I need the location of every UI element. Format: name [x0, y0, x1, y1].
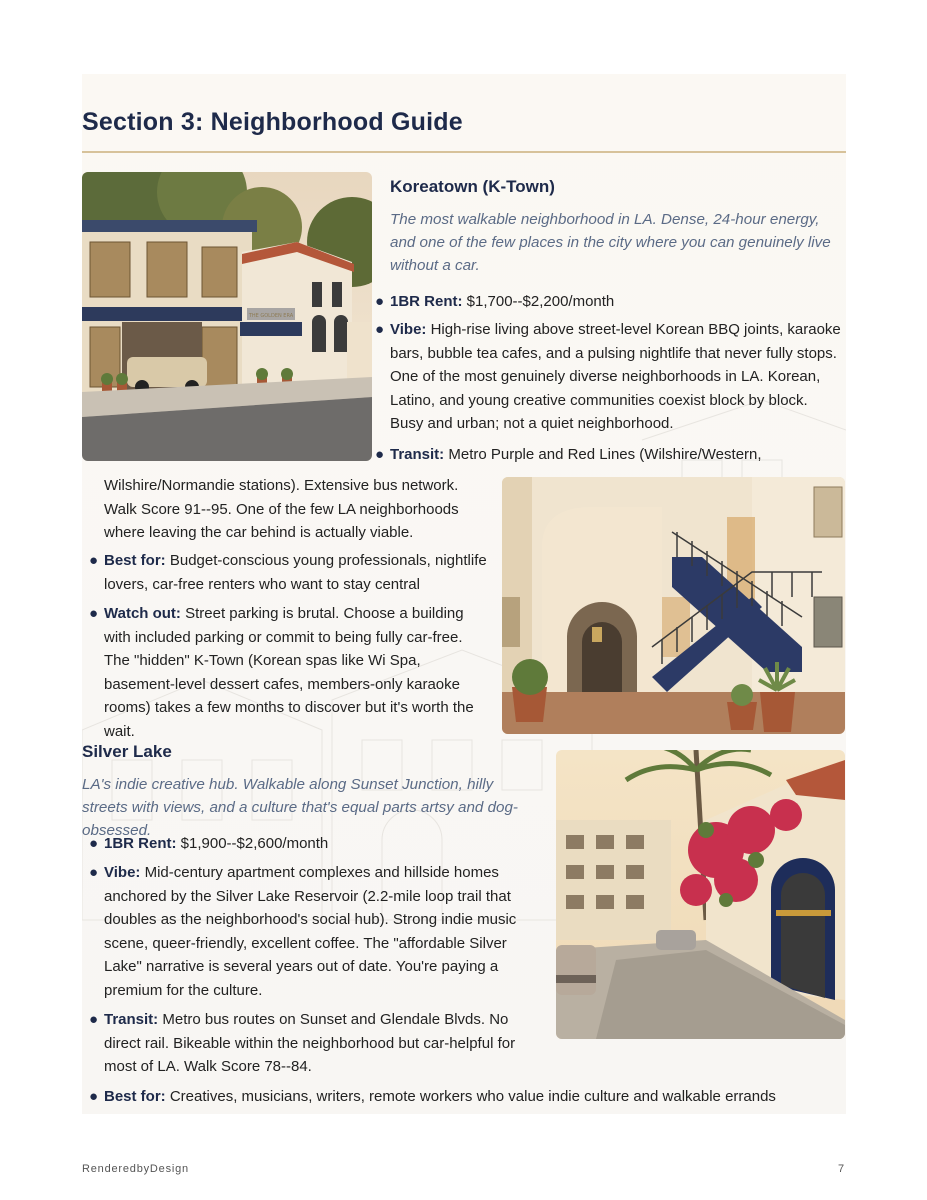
rent-value: $1,700--$2,200/month	[466, 293, 615, 310]
rent-label: 1BR Rent:	[104, 835, 181, 852]
silverlake-transit-item	[89, 1008, 544, 1079]
rent-value: $1,900--$2,600/month	[180, 835, 329, 852]
transit-value: Metro Purple and Red Lines (Wilshire/Western,	[448, 446, 762, 463]
bullet-icon: ●	[89, 864, 99, 881]
vibe-value: High-rise living above street-level Korean BBQ joints, karaoke bars, bubble tea cafes, and a pulsing nightlife that never fully stops. One of the most genuinely diverse neighborhoods in LA. Korean, Latino, and young creative communities coexist block by block. Busy and urban; not a quiet neighborhood.	[390, 321, 841, 432]
transit-value: Metro bus routes on Sunset and Glendale Blvds. No direct rail. Bikeable within the neighborhood but car-helpful for most of LA. Walk Score 78--84.	[104, 1011, 516, 1075]
bestfor-label: Best for:	[104, 552, 170, 569]
vibe-label: Vibe:	[104, 864, 145, 881]
bullet-icon: ●	[89, 1088, 99, 1105]
silverlake-rent-item	[89, 832, 529, 856]
koreatown-heading: Koreatown (K-Town)	[390, 177, 555, 196]
koreatown-vibe-item	[375, 318, 845, 436]
bullet-icon: ●	[89, 552, 99, 569]
title-divider	[82, 151, 846, 153]
watchout-value: Street parking is brutal. Choose a building with included parking or commit to being fully car-free. The "hidden" K-Town (Korean spas like Wi Spa, basement-level dessert cafes, members-only karaoke rooms) takes a few months to discover but it's worth the wait.	[104, 605, 474, 740]
bullet-icon: ●	[89, 1011, 99, 1028]
silverlake-vibe-item	[89, 861, 529, 1002]
bullet-icon: ●	[375, 446, 385, 463]
vibe-label: Vibe:	[390, 321, 431, 338]
vibe-value: Mid-century apartment complexes and hillside homes anchored by the Silver Lake Reservoir (2.2-mile loop trail that doubles as the neighborhood's social hub). Strong indie music scene, queer-friendly, excellent coffee. The "affordable Silver Lake" narrative is several years out of date. You're paying a premium for the culture.	[104, 864, 517, 999]
silverlake-street-photo	[556, 750, 845, 1039]
page-number: 7	[838, 1163, 845, 1175]
storefront-sign: THE GOLDEN ERA	[248, 313, 294, 319]
koreatown-transit-continued: Wilshire/Normandie stations). Extensive bus network. Walk Score 91--95. One of the few LA neighborhoods where leaving the car behind is actually viable.	[104, 477, 459, 541]
bullet-icon: ●	[375, 321, 385, 338]
bestfor-label: Best for:	[104, 1088, 170, 1105]
koreatown-watchout-item	[89, 602, 489, 743]
section-title: Section 3: Neighborhood Guide	[82, 108, 463, 136]
watchout-label: Watch out:	[104, 605, 186, 622]
bestfor-value: Budget-conscious young professionals, nightlife lovers, car-free renters who want to stay central	[104, 552, 487, 593]
koreatown-transit-item	[375, 443, 845, 467]
koreatown-rent-item	[375, 290, 845, 314]
bullet-icon: ●	[89, 605, 99, 622]
koreatown-bestfor-item	[89, 549, 489, 596]
silverlake-heading: Silver Lake	[82, 742, 172, 761]
koreatown-tagline: The most walkable neighborhood in LA. Dense, 24-hour energy, and one of the few places in the city where you can genuinely live without a car.	[390, 211, 831, 274]
rent-label: 1BR Rent:	[390, 293, 467, 310]
bullet-icon: ●	[89, 835, 99, 852]
transit-label: Transit:	[104, 1011, 163, 1028]
silverlake-tagline: LA's indie creative hub. Walkable along Sunset Junction, hilly streets with views, and a culture that's equal parts artsy and dog-obsessed.	[82, 776, 518, 839]
transit-label: Transit:	[390, 446, 449, 463]
footer-brand: RenderedbyDesign	[82, 1163, 189, 1175]
koreatown-street-photo	[82, 172, 372, 461]
silverlake-bestfor-item	[89, 1085, 844, 1109]
courtyard-staircase-photo	[502, 477, 845, 734]
bullet-icon: ●	[375, 293, 385, 310]
bestfor-value: Creatives, musicians, writers, remote workers who value indie culture and walkable errands	[169, 1088, 776, 1105]
